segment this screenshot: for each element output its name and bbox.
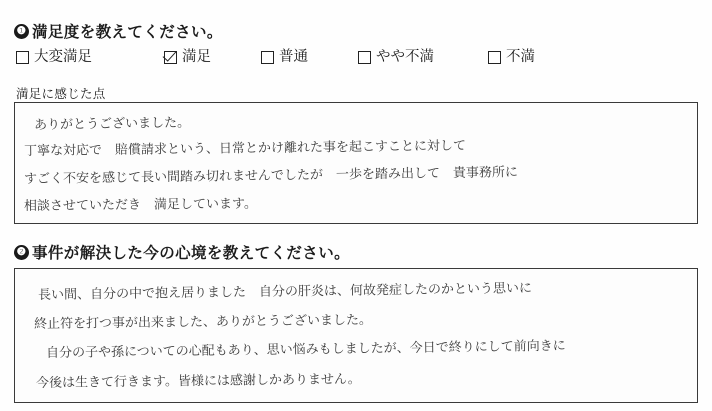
handwriting-line: 丁寧な対応で 賠償請求という、日常とかけ離れた事を起こすことに対して — [23, 138, 467, 159]
handwriting-line: 自分の子や孫についての心配もあり、思い悩みもしましたが、今日で終りにして前向きに — [45, 338, 566, 361]
question-2-heading — [14, 241, 350, 263]
handwriting-line: 終止符を打つ事が出来ました、ありがとうございました。 — [33, 312, 373, 332]
choice-label-satisfied: 満足 — [182, 49, 211, 65]
choice-label-very-satisfied: 大変満足 — [34, 49, 92, 65]
question-1-heading — [14, 20, 223, 42]
question-2-text: 事件が解決した今の心境を教えてください。 — [32, 245, 351, 262]
handwriting-line: 相談させていただき 満足しています。 — [23, 196, 258, 214]
checkbox-very-satisfied[interactable] — [16, 51, 29, 64]
choice-label-somewhat-dissatisfied: やや不満 — [376, 49, 434, 65]
handwriting-line: 今後は生きて行きます。皆様には感謝しかありません。 — [35, 372, 361, 391]
choice-neutral[interactable] — [261, 50, 308, 65]
choice-label-neutral: 普通 — [279, 49, 308, 65]
satisfaction-choice-group — [16, 50, 676, 70]
handwriting-line: 長い間、自分の中で抱え居りました 自分の肝炎は、何故発症したのかという思いに — [37, 281, 533, 303]
satisfaction-points-label: 満足に感じた点 — [16, 87, 106, 101]
choice-satisfied[interactable] — [164, 50, 211, 65]
checkbox-somewhat-dissatisfied[interactable] — [358, 51, 371, 64]
choice-label-dissatisfied: 不満 — [506, 49, 535, 65]
question-1-text: 満足度を教えてください。 — [32, 24, 223, 41]
checkbox-satisfied[interactable] — [164, 51, 177, 64]
checkbox-neutral[interactable] — [261, 51, 274, 64]
handwriting-line: ありがとうございました。 — [33, 115, 191, 133]
checkbox-dissatisfied[interactable] — [488, 51, 501, 64]
question-2-number: ❷ — [14, 245, 29, 260]
choice-very-satisfied[interactable] — [16, 50, 92, 65]
choice-somewhat-dissatisfied[interactable] — [358, 50, 434, 65]
question-1-number: ❶ — [14, 24, 29, 39]
handwriting-line: すごく不安を感じて長い間踏み切れませんでしたが 一歩を踏み出して 貴事務所に — [23, 165, 519, 187]
choice-dissatisfied[interactable] — [488, 50, 535, 65]
